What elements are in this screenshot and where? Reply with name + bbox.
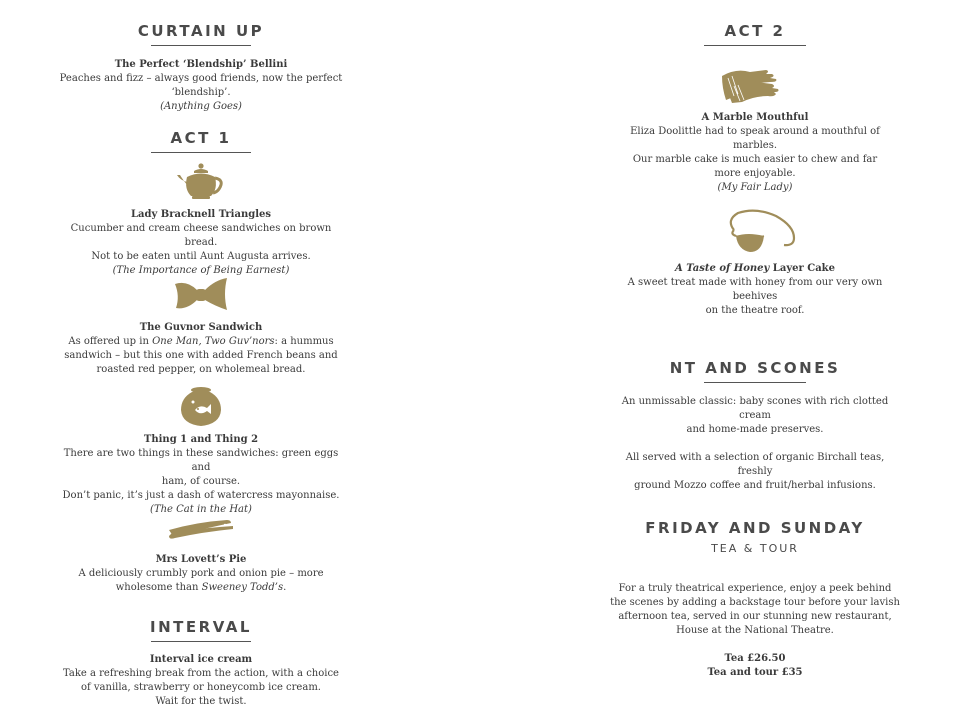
price-tea: Tea £26.50 <box>724 653 786 664</box>
item-desc: and home-made preserves. <box>686 424 824 435</box>
heading-rule <box>151 45 251 46</box>
item-desc: Cucumber and cream cheese sandwiches on brown bread. <box>70 223 332 248</box>
item-desc: Take a refreshing break from the action, with a choice <box>63 668 339 679</box>
friday-sunday-heading <box>610 519 900 537</box>
item-desc: roasted red pepper, on wholemeal bread. <box>96 364 306 375</box>
item-title: A Marble Mouthful <box>701 112 809 123</box>
fishbowl-icon <box>179 386 223 428</box>
nt-scones-block <box>610 395 900 493</box>
bowl-icon <box>720 208 800 256</box>
desc-part: . <box>283 582 287 593</box>
item-desc: the scenes by adding a backstage tour before your lavish <box>610 597 900 608</box>
item-title: Mrs Lovett’s Pie <box>155 554 247 565</box>
item-desc: All served with a selection of organic Birchall teas, freshly <box>625 452 885 477</box>
desc-title-italic: One Man, Two Guv’nors <box>152 336 275 347</box>
curtain-up-heading-text: CURTAIN UP <box>137 22 265 40</box>
desc-part: : a hummus <box>274 336 334 347</box>
item-title: Interval ice cream <box>149 654 253 665</box>
nt-scones-heading-text: NT AND SCONES <box>669 359 841 377</box>
act1-item-3 <box>55 433 347 517</box>
item-desc: Not to be eaten until Aunt Augusta arrives. <box>91 251 311 262</box>
act2-heading-text: ACT 2 <box>724 22 786 40</box>
item-desc: Our marble cake is much easier to chew and far <box>632 154 878 165</box>
bow-tie-icon <box>173 276 229 314</box>
item-source: (My Fair Lady) <box>717 182 793 193</box>
item-desc: Eliza Doolittle had to speak around a mouthful of marbles. <box>630 126 880 151</box>
interval-heading-text: INTERVAL <box>150 618 252 636</box>
item-desc: House at the National Theatre. <box>676 625 834 636</box>
item-desc: ham, of course. <box>161 476 241 487</box>
item-source: (Anything Goes) <box>160 101 242 112</box>
price-tea-and-tour: Tea and tour £35 <box>707 667 803 678</box>
title-rest-part: Layer Cake <box>769 263 835 274</box>
desc-part: As offered up in <box>68 336 153 347</box>
title-italic-part: A Taste of Honey <box>675 263 770 274</box>
nt-scones-heading <box>610 359 900 383</box>
razor-icon <box>167 516 235 544</box>
item-title: Lady Bracknell Triangles <box>130 209 272 220</box>
interval-item <box>55 653 347 709</box>
desc-title-italic: Sweeney Todd’s <box>201 582 284 593</box>
heading-rule <box>151 641 251 642</box>
spacer <box>610 638 900 652</box>
item-desc: There are two things in these sandwiches: green eggs and <box>63 448 339 473</box>
item-desc: Peaches and fizz – always good friends, now the perfect <box>59 73 343 84</box>
act1-item-4 <box>55 553 347 595</box>
item-desc: ‘blendship’. <box>171 87 231 98</box>
item-title <box>610 262 900 276</box>
act1-item-1 <box>55 208 347 278</box>
item-desc: A sweet treat made with honey from our very own beehives <box>627 277 883 302</box>
item-desc: more enjoyable. <box>714 168 796 179</box>
item-source: (The Importance of Being Earnest) <box>112 265 290 276</box>
teapot-icon <box>175 162 227 202</box>
item-desc: An unmissable classic: baby scones with rich clotted cream <box>621 396 889 421</box>
curtain-up-heading <box>55 22 347 46</box>
item-desc: A deliciously crumbly pork and onion pie – more <box>78 568 324 579</box>
item-desc: Wait for the twist. <box>155 696 247 707</box>
tea-tour-subheading: TEA & TOUR <box>711 542 799 555</box>
act1-heading-text: ACT 1 <box>170 129 232 147</box>
item-desc <box>55 335 347 349</box>
item-source: (The Cat in the Hat) <box>150 504 252 515</box>
spacer <box>610 437 900 451</box>
act1-heading <box>55 129 347 153</box>
heading-rule <box>704 45 806 46</box>
act2-item-1 <box>610 111 900 195</box>
item-desc: of vanilla, strawberry or honeycomb ice cream. <box>81 682 321 693</box>
friday-sunday-heading-text: FRIDAY AND SUNDAY <box>645 519 865 537</box>
desc-part: wholesome than <box>115 582 202 593</box>
item-desc: ground Mozzo coffee and fruit/herbal infusions. <box>634 480 876 491</box>
friday-sunday-block <box>610 582 900 680</box>
item-desc: For a truly theatrical experience, enjoy a peek behind <box>618 583 892 594</box>
item-desc: on the theatre roof. <box>705 305 805 316</box>
interval-heading <box>55 618 347 642</box>
act2-heading <box>610 22 900 46</box>
item-desc <box>55 581 347 595</box>
item-desc: afternoon tea, served in our stunning new restaurant, <box>618 611 892 622</box>
curtain-up-item <box>55 58 347 114</box>
gloves-icon <box>720 66 782 104</box>
item-title: The Guvnor Sandwich <box>139 322 263 333</box>
item-desc: sandwich – but this one with added French beans and <box>64 350 338 361</box>
item-desc: Don’t panic, it’s just a dash of watercress mayonnaise. <box>62 490 340 501</box>
act2-item-2 <box>610 262 900 318</box>
item-title: Thing 1 and Thing 2 <box>143 434 259 445</box>
item-title: The Perfect ‘Blendship’ Bellini <box>114 59 288 70</box>
heading-rule <box>151 152 251 153</box>
heading-rule <box>704 382 806 383</box>
act1-item-2 <box>55 321 347 377</box>
